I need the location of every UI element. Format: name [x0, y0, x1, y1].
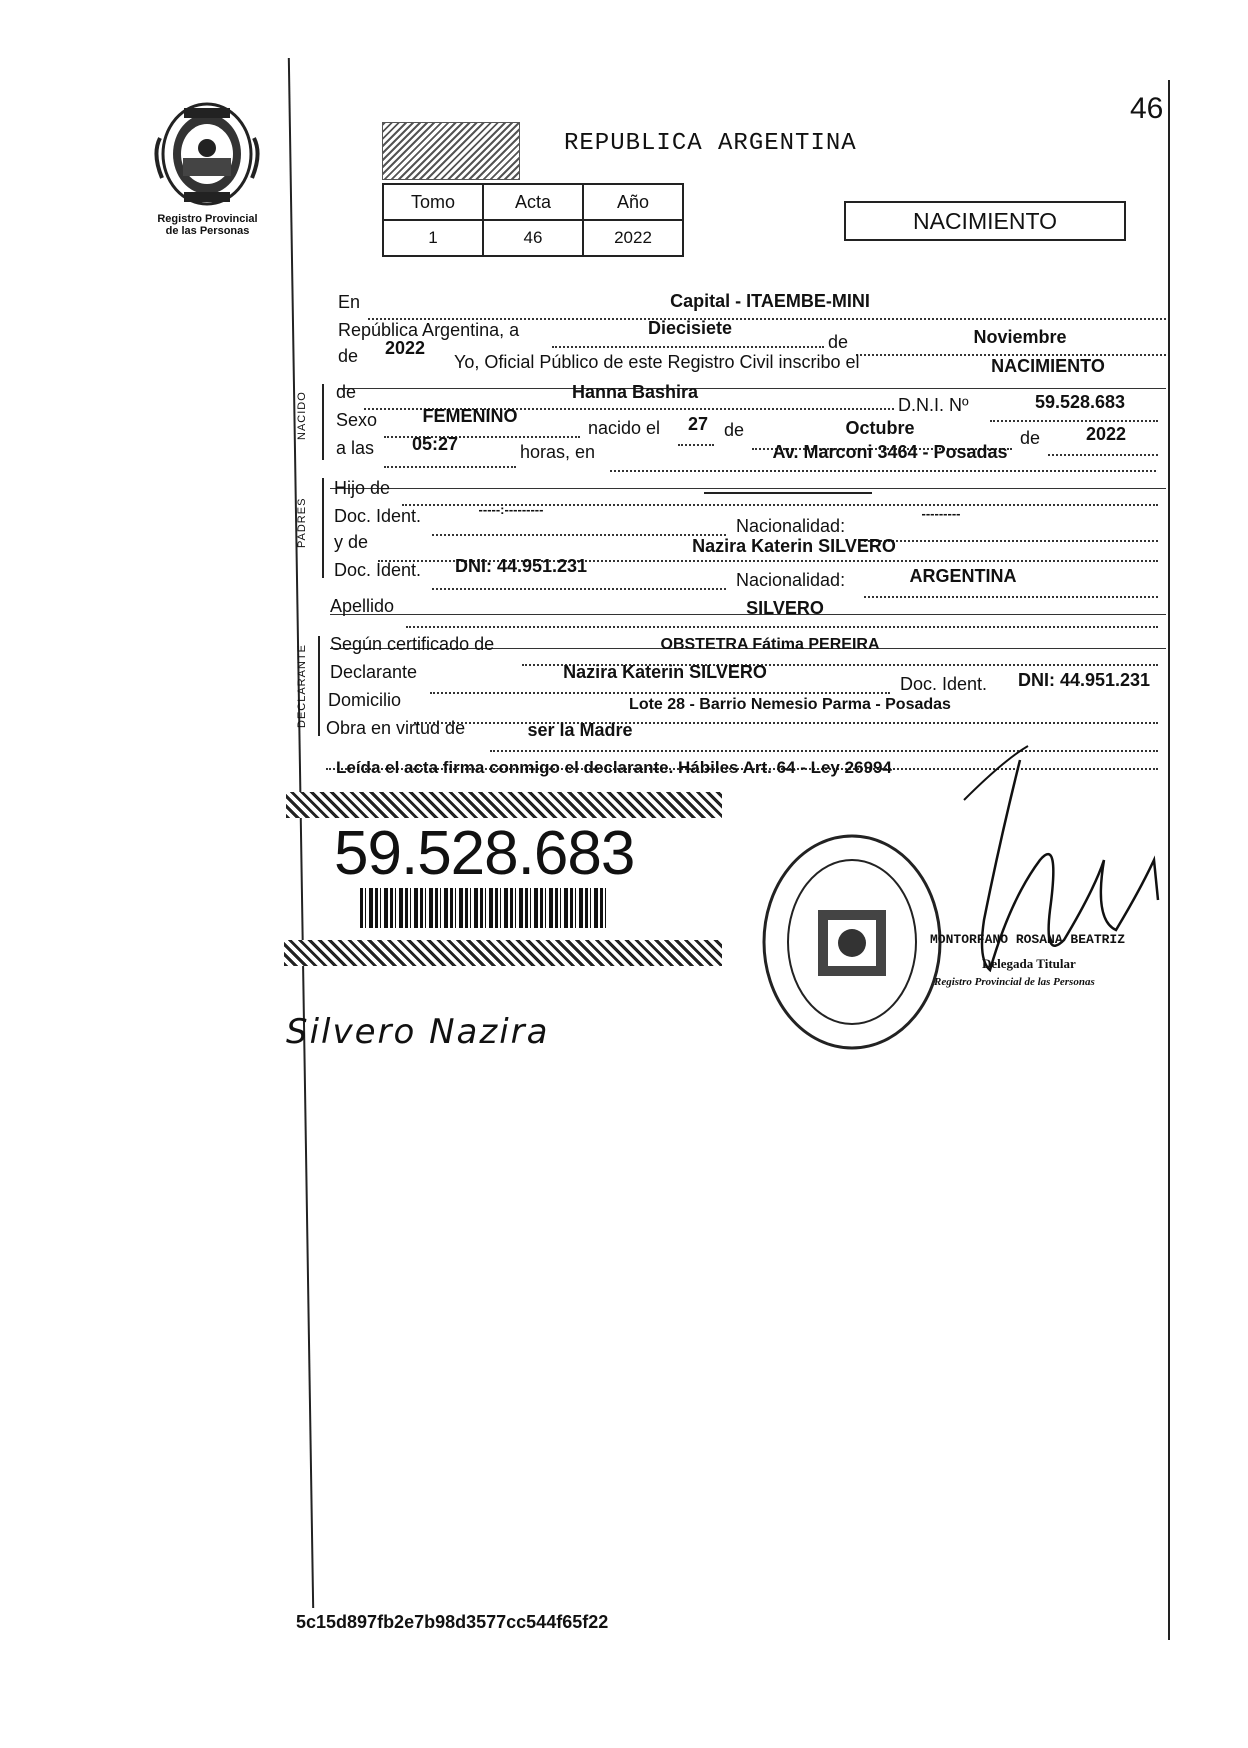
tomo-header: Tomo	[383, 184, 483, 220]
big-dni: 59.528.683	[334, 819, 635, 888]
father-name-dash	[704, 492, 872, 494]
child-name: Hanna Bashira	[571, 382, 699, 402]
declarante-label: Declarante	[330, 662, 418, 682]
apellido-label: Apellido	[330, 596, 395, 616]
dots	[338, 370, 1166, 389]
declarante-brace	[318, 636, 320, 736]
security-stripe-top	[286, 792, 722, 818]
mother-nat-label: Nacionalidad:	[736, 570, 846, 590]
padres-brace	[322, 478, 324, 578]
declarante-doc-label: Doc. Ident.	[900, 674, 988, 694]
security-stripe-bottom	[284, 940, 722, 966]
security-stamp	[382, 122, 520, 180]
official-org: Registro Provincial de las Personas	[934, 976, 1095, 988]
birth-address: Av. Marconi 3464 - Posadas	[772, 442, 1008, 462]
document-hash: 5c15d897fb2e7b98d3577cc544f65f22	[296, 1612, 609, 1632]
nacido-brace	[322, 384, 324, 460]
doc-type-box: NACIMIENTO	[844, 201, 1126, 241]
handwritten-name: Silvero Nazira	[286, 1012, 550, 1052]
de-label-2: de	[724, 420, 745, 440]
official-name: MONTORFANO ROSANA BEATRIZ	[930, 932, 1126, 947]
yo-text: Yo, Oficial Público de este Registro Civil inscribo el	[454, 352, 860, 372]
acta-value: 46	[483, 220, 583, 256]
event-value: NACIMIENTO	[991, 356, 1105, 376]
declarante-name: Nazira Katerin SILVERO	[563, 662, 767, 682]
obra-label: Obra en virtud de	[326, 718, 466, 738]
birth-year: 2022	[1085, 424, 1127, 444]
nacido-el-label: nacido el	[588, 418, 661, 438]
apellido-value: SILVERO	[746, 598, 824, 618]
birth-month: Octubre	[845, 418, 915, 438]
birth-day: 27	[687, 414, 709, 434]
anio-value: 2022	[583, 220, 683, 256]
father-doc-label: Doc. Ident.	[334, 506, 422, 526]
legal-text: Leída el acta firma conmigo el declarante. Hábiles Art. 64 - Ley 26994	[336, 758, 892, 777]
page-number: 46	[1130, 92, 1164, 125]
mother-doc-label: Doc. Ident.	[334, 560, 422, 580]
day-value: Diecisiete	[647, 318, 733, 338]
hijo-de-label: Hijo de	[334, 478, 391, 498]
anio-header: Año	[583, 184, 683, 220]
registry-line-1: Registro Provincial	[157, 213, 258, 225]
dots	[432, 516, 726, 536]
month-value: Noviembre	[973, 327, 1067, 347]
official-role: Delegada Titular	[982, 956, 1076, 971]
registry-name	[140, 213, 275, 237]
birth-time: 05:27	[411, 434, 459, 454]
dni-label: D.N.I. Nº	[898, 395, 969, 415]
nacido-de-label: de	[336, 382, 357, 402]
de-label-3: de	[1020, 428, 1041, 448]
horas-label: horas, en	[520, 442, 596, 462]
sexo-label: Sexo	[336, 410, 378, 430]
child-dni: 59.528.683	[1034, 392, 1126, 412]
year-value: 2022	[384, 338, 426, 358]
domicilio-label: Domicilio	[328, 690, 402, 710]
nacido-section-label: NACIDO	[296, 391, 308, 440]
acta-header: Acta	[483, 184, 583, 220]
obra-value: ser la Madre	[527, 720, 633, 740]
padres-section-label: PADRES	[296, 497, 308, 548]
tomo-value: 1	[383, 220, 483, 256]
cert-label: Según certificado de	[330, 634, 495, 654]
mother-name: Nazira Katerin SILVERO	[692, 536, 896, 556]
left-margin-line	[288, 58, 314, 1608]
sexo-value: FEMENINO	[422, 406, 518, 426]
declarante-section-label: DECLARANTE	[296, 644, 308, 728]
province-seal-logo	[148, 98, 266, 210]
domicile-value: Lote 28 - Barrio Nemesio Parma - Posadas	[629, 696, 951, 713]
a-las-label: a las	[336, 438, 375, 458]
place-value: Capital - ITAEMBE-MINI	[670, 291, 870, 311]
y-de-label: y de	[334, 532, 369, 552]
de2-label: de	[338, 346, 359, 366]
volume-table	[382, 183, 684, 257]
father-doc: -----:---------	[478, 502, 544, 517]
en-label: En	[338, 292, 361, 312]
mother-doc: DNI: 44.951.231	[454, 556, 588, 576]
father-nat: ---------	[921, 506, 961, 521]
cert-value: OBSTETRA Fátima PEREIRA	[660, 636, 880, 653]
right-margin-line	[1168, 80, 1170, 1640]
registry-line-2: de las Personas	[165, 225, 250, 237]
official-stamp	[756, 824, 956, 1054]
de-label: de	[828, 332, 849, 352]
father-nat-label: Nacionalidad:	[736, 516, 846, 536]
mother-nat: ARGENTINA	[909, 566, 1017, 586]
republica-label: República Argentina, a	[338, 320, 520, 340]
country-title: REPUBLICA ARGENTINA	[564, 130, 857, 157]
declarante-doc: DNI: 44.951.231	[1017, 670, 1151, 690]
barcode	[360, 888, 606, 928]
